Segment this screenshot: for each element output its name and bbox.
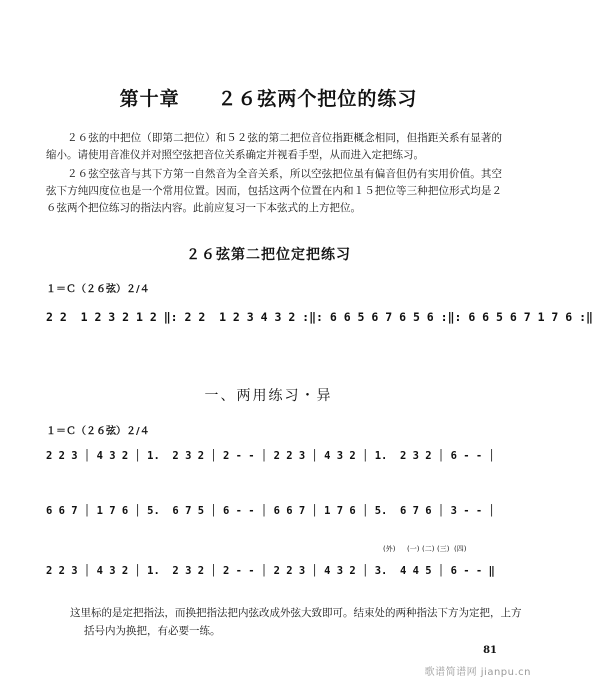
intro-paragraph-1: ２６弦的中把位（即第二把位）和５２弦的第二把位音位指距概念相同，但指距关系有显著的缩小。请使用音准仪并对照空弦把音位关系确定并视看手型，从而进入定把练习。 (46, 132, 502, 161)
key-signature-2: １＝Ｃ（２６弦）２/４ (46, 426, 150, 437)
notation-line-1: 2 2 3 │ 4 3 2 │ 1. 2 3 2 │ 2 - - │ 2 2 3 │ 4 3 2 │ 1. 2 3 2 │ 6 - - │ (46, 450, 495, 462)
notation-line-fixed-position: 2 2 1 2 3 2 1 2 ‖: 2 2 1 2 3 4 3 2 :‖: 6 6 5 6 7 6 5 6 :‖: 6 6 5 6 7 1 7 6 :‖ (46, 310, 593, 324)
notation-line-3: 2 2 3 │ 4 3 2 │ 1. 2 3 2 │ 2 - - │ 2 2 3 │ 4 3 2 │ 3. 4 4 5 │ 6 - - ‖ (46, 565, 495, 577)
fingering-mark-two: (二) (422, 545, 435, 553)
chapter-title (0, 84, 537, 111)
key-signature-1: １＝Ｃ（２６弦）２/４ (46, 284, 150, 295)
intro-paragraph-2: ２６弦空弦音与其下方第一自然音为全音关系，所以空弦把位虽有偏音但仍有实用价值。其空弦下方纯四度位也是一个常用位置。因而，包括这两个位置在内和１５把位等三种把位形式均是２６弦两个把位练习的指法内容。此前应复习一下本弦式的上方把位。 (46, 168, 502, 214)
fingering-mark-outer: (外) (383, 545, 396, 553)
chapter-heading: ２６弦两个把位的练习 (217, 88, 418, 110)
explanatory-note: 这里标的是定把指法，而换把指法把内弦改成外弦大致即可。结束处的两种指法下方为定把，上方括号内为换把，有必要一练。 (70, 607, 522, 637)
site-watermark: 歌谱简谱网 jianpu.cn (424, 667, 531, 678)
section-title-exercise: 一、两用练习・异 (204, 388, 333, 404)
fingering-mark-four: (四) (454, 545, 467, 553)
fingering-mark-one: (一) (407, 545, 420, 553)
chapter-number: 第十章 (119, 88, 180, 110)
notation-line-2: 6 6 7 │ 1 7 6 │ 5. 6 7 5 │ 6 - - │ 6 6 7 │ 1 7 6 │ 5. 6 7 6 │ 3 - - │ (46, 505, 495, 517)
fingering-mark-three: (三) (437, 545, 450, 553)
page-number: 81 (483, 645, 497, 656)
section-title-fixed-position: ２６弦第二把位定把练习 (186, 247, 351, 263)
